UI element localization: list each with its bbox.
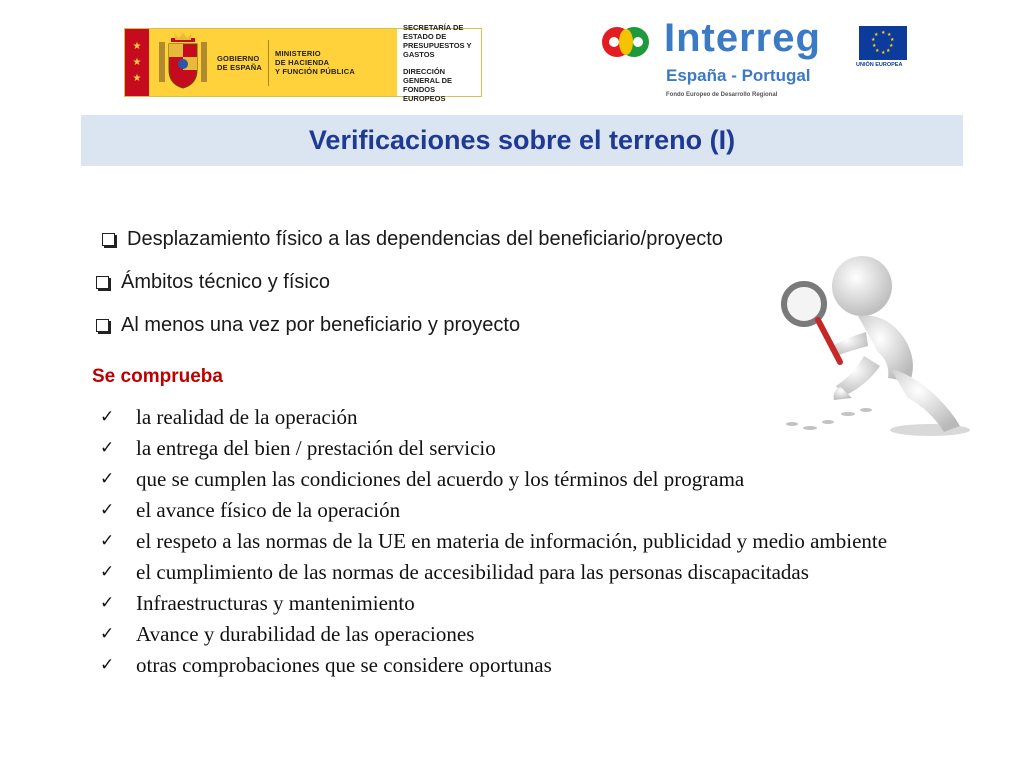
government-logo-right-panel — [397, 22, 481, 103]
list-item — [100, 402, 900, 433]
ministry-name — [269, 49, 361, 76]
government-name — [211, 54, 268, 72]
interreg-fund-label: Fondo Europeo de Desarrollo Regional — [666, 92, 778, 98]
section-label: Se comprueba — [92, 366, 223, 387]
list-item — [100, 619, 900, 650]
svg-text:★: ★ — [887, 32, 892, 38]
check-text: el cumplimiento de las normas de accesibilidad para las personas discapacitadas — [136, 560, 809, 584]
svg-text:★: ★ — [871, 37, 876, 43]
government-logo-yellow-panel — [149, 29, 397, 96]
checkmark-icon: ✓ — [100, 438, 115, 458]
check-text: la entrega del bien / prestación del servicio — [136, 436, 496, 460]
checkmark-icon: ✓ — [100, 593, 115, 613]
checkbox-square-icon — [96, 276, 109, 289]
bullet-list — [96, 218, 723, 347]
directorate-line-2: FONDOS EUROPEOS — [403, 84, 446, 103]
svg-text:★: ★ — [881, 50, 886, 56]
list-item — [100, 526, 900, 557]
interreg-circles-icon — [600, 24, 652, 60]
bullet-text: Al menos una vez por beneficiario y proyecto — [121, 314, 521, 336]
coat-of-arms-icon — [155, 32, 211, 94]
checkmark-icon: ✓ — [100, 500, 115, 520]
checkmark-icon: ✓ — [100, 531, 115, 551]
ministry-line-2: DE HACIENDA — [275, 58, 330, 67]
checkmark-icon: ✓ — [100, 624, 115, 644]
check-text: que se cumplen las condiciones del acuerdo y los términos del programa — [136, 467, 745, 491]
page-title: Verificaciones sobre el terreno (I) — [308, 125, 736, 155]
svg-text:★: ★ — [890, 37, 895, 43]
ministry-line-1: MINISTERIO — [275, 49, 321, 58]
check-text: otras comprobaciones que se considere oportunas — [136, 653, 552, 677]
government-line-2: DE ESPAÑA — [217, 62, 263, 72]
eu-label: UNIÓN EUROPEA — [856, 62, 903, 68]
checkbox-square-icon — [102, 233, 115, 246]
list-item — [100, 588, 900, 619]
list-item — [102, 218, 723, 261]
eu-flag-icon — [859, 26, 907, 60]
svg-text:★: ★ — [874, 32, 879, 38]
government-line-1: GOBIERNO — [217, 53, 260, 63]
checkmark-icon: ✓ — [100, 562, 115, 582]
checkmark-icon: ✓ — [100, 469, 115, 489]
list-item — [96, 304, 723, 347]
list-item — [100, 495, 900, 526]
checkmark-icon: ✓ — [100, 407, 115, 427]
svg-text:★: ★ — [889, 43, 894, 49]
title-banner — [81, 115, 963, 166]
government-logo — [124, 22, 482, 103]
bullet-text: Desplazamiento físico a las dependencias del beneficiario/proyecto — [127, 228, 723, 250]
list-item — [96, 261, 723, 304]
check-text: el respeto a las normas de la UE en materia de información, publicidad y medio ambiente — [136, 529, 888, 553]
list-item — [100, 464, 900, 495]
svg-text:★: ★ — [875, 48, 880, 54]
directorate-line-1: DIRECCIÓN GENERAL DE — [403, 66, 453, 85]
interreg-logo — [600, 16, 910, 102]
interreg-subtitle: España - Portugal — [666, 66, 811, 85]
checkbox-square-icon — [96, 319, 109, 332]
ministry-line-3: Y FUNCIÓN PÚBLICA — [275, 67, 355, 76]
check-text: Infraestructuras y mantenimiento — [136, 591, 415, 615]
svg-text:★: ★ — [886, 48, 891, 54]
list-item — [100, 650, 900, 681]
interreg-wordmark: Interreg — [664, 16, 821, 60]
check-text: Avance y durabilidad de las operaciones — [136, 622, 475, 646]
checkmark-icon: ✓ — [100, 655, 115, 675]
divider — [268, 40, 269, 86]
check-list — [100, 402, 900, 681]
secretariat-line-2: PRESUPUESTOS Y GASTOS — [403, 40, 472, 59]
columns-emblem: ★ ★ ★ — [125, 29, 149, 96]
list-item — [100, 433, 900, 464]
check-text: el avance físico de la operación — [136, 498, 401, 522]
secretariat-line-1: SECRETARÍA DE ESTADO DE — [403, 22, 464, 41]
svg-text:★: ★ — [881, 30, 886, 36]
svg-text:★: ★ — [872, 43, 877, 49]
bullet-text: Ámbitos técnico y físico — [121, 271, 330, 293]
check-text: la realidad de la operación — [136, 405, 358, 429]
list-item — [100, 557, 900, 588]
